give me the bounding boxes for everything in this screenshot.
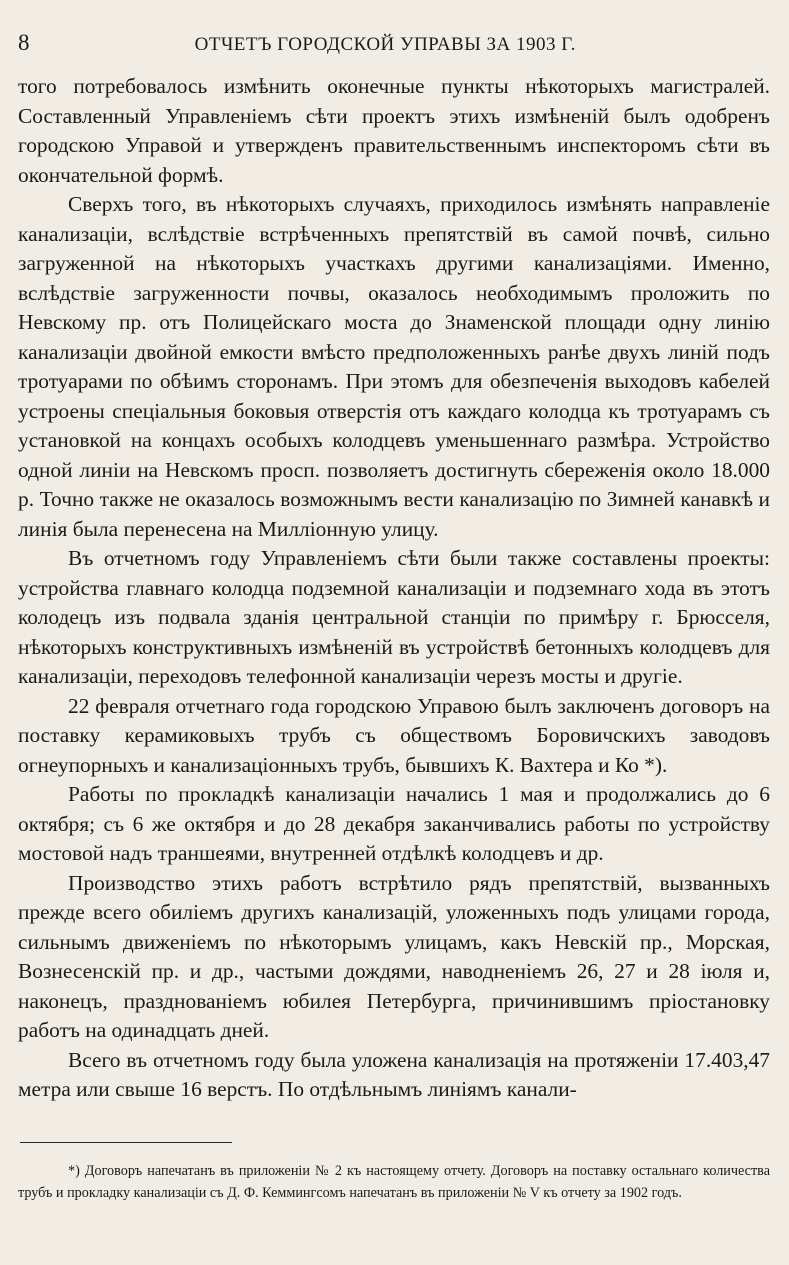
- paragraph-3: Въ отчетномъ году Управленіемъ сѣти были также составлены проекты: устройства главнаго колодца подземной канализаціи и подземнаго хода въ этотъ колодецъ изъ подвала зданія центральной станціи по примѣру г. Брюсселя, нѣкоторыхъ конструктивныхъ измѣненій въ устройствѣ бетонныхъ колодцевъ для канализаціи, переходовъ телефонной канализаціи черезъ мосты и другіе.: [18, 546, 770, 688]
- running-title: ОТЧЕТЪ ГОРОДСКОЙ УПРАВЫ ЗА 1903 Г.: [194, 34, 576, 55]
- body-text: [18, 72, 770, 1105]
- footnote-text: *) Договоръ напечатанъ въ приложеніи № 2 къ настоящему отчету. Договоръ на поставку остальнаго количества трубъ и прокладку канализаціи съ Д. Ф. Кеммингсомъ напечатанъ въ приложеніи № V къ отчету за 1902 годъ.: [18, 1163, 770, 1201]
- paragraph-4: 22 февраля отчетнаго года городскою Управою былъ заключенъ договоръ на поставку керамиковыхъ трубъ съ обществомъ Боровичскихъ заводовъ огнеупорныхъ и канализаціонныхъ трубъ, бывшихъ К. Вахтера и Ко *).: [18, 693, 770, 777]
- paragraph-6: Производство этихъ работъ встрѣтило рядъ препятствій, вызванныхъ прежде всего обиліемъ другихъ канализацій, уложенныхъ подъ улицами города, сильнымъ движеніемъ по нѣкоторымъ улицамъ, какъ Невскій пр., Морская, Вознесенскій пр. и др., частыми дождями, наводненіемъ 26, 27 и 28 іюля и, наконецъ, празднованіемъ юбилея Петербурга, причинившимъ пріостановку работъ на одинадцать дней.: [18, 870, 770, 1042]
- paragraph-7: Всего въ отчетномъ году была уложена канализація на протяженіи 17.403,47 метра или свыше 16 верстъ. По отдѣльнымъ линіямъ канали-: [18, 1047, 770, 1101]
- page-number: 8: [18, 30, 30, 55]
- paragraph-2: Сверхъ того, въ нѣкоторыхъ случаяхъ, приходилось измѣнять направленіе канализаціи, вслѣдствіе встрѣченныхъ препятствій въ самой почвѣ, сильно загруженной на нѣкоторыхъ участкахъ другими канализаціями. Именно, вслѣдствіе загруженности почвы, оказалось необходимымъ проложить по Невскому пр. отъ Полицейскаго моста до Знаменской площади одну линію канализаціи двойной емкости вмѣсто предположенныхъ ранѣе двухъ линій подъ тротуарами по обѣимъ сторонамъ. При этомъ для обезпеченія выходовъ кабелей устроены спеціальныя боковыя отверстія отъ каждаго колодца къ тротуарамъ съ установкой на концахъ особыхъ колодцевъ уменьшеннаго размѣра. Устройство одной линіи на Невскомъ просп. позволяетъ достигнуть сбереженія около 18.000 р. Точно также не оказалось возможнымъ вести канализацію по Зимней канавкѣ и линія была перенесена на Милліонную улицу.: [18, 192, 770, 541]
- footnote: [18, 1160, 770, 1204]
- footnote-separator: [20, 1142, 232, 1143]
- paragraph-5: Работы по прокладкѣ канализаціи начались 1 мая и продолжались до 6 октября; съ 6 же октября и до 28 декабря заканчивались работы по устройству мостовой надъ траншеями, внутренней отдѣлкѣ колодцевъ и др.: [18, 782, 770, 865]
- paragraph-1: того потребовалось измѣнить оконечные пункты нѣкоторыхъ магистралей. Составленный Управленіемъ сѣти проектъ этихъ измѣненій былъ одобренъ городскою Управой и утвержденъ правительственнымъ инспекторомъ сѣти въ окончательной формѣ.: [18, 74, 770, 187]
- page-header: [18, 30, 771, 60]
